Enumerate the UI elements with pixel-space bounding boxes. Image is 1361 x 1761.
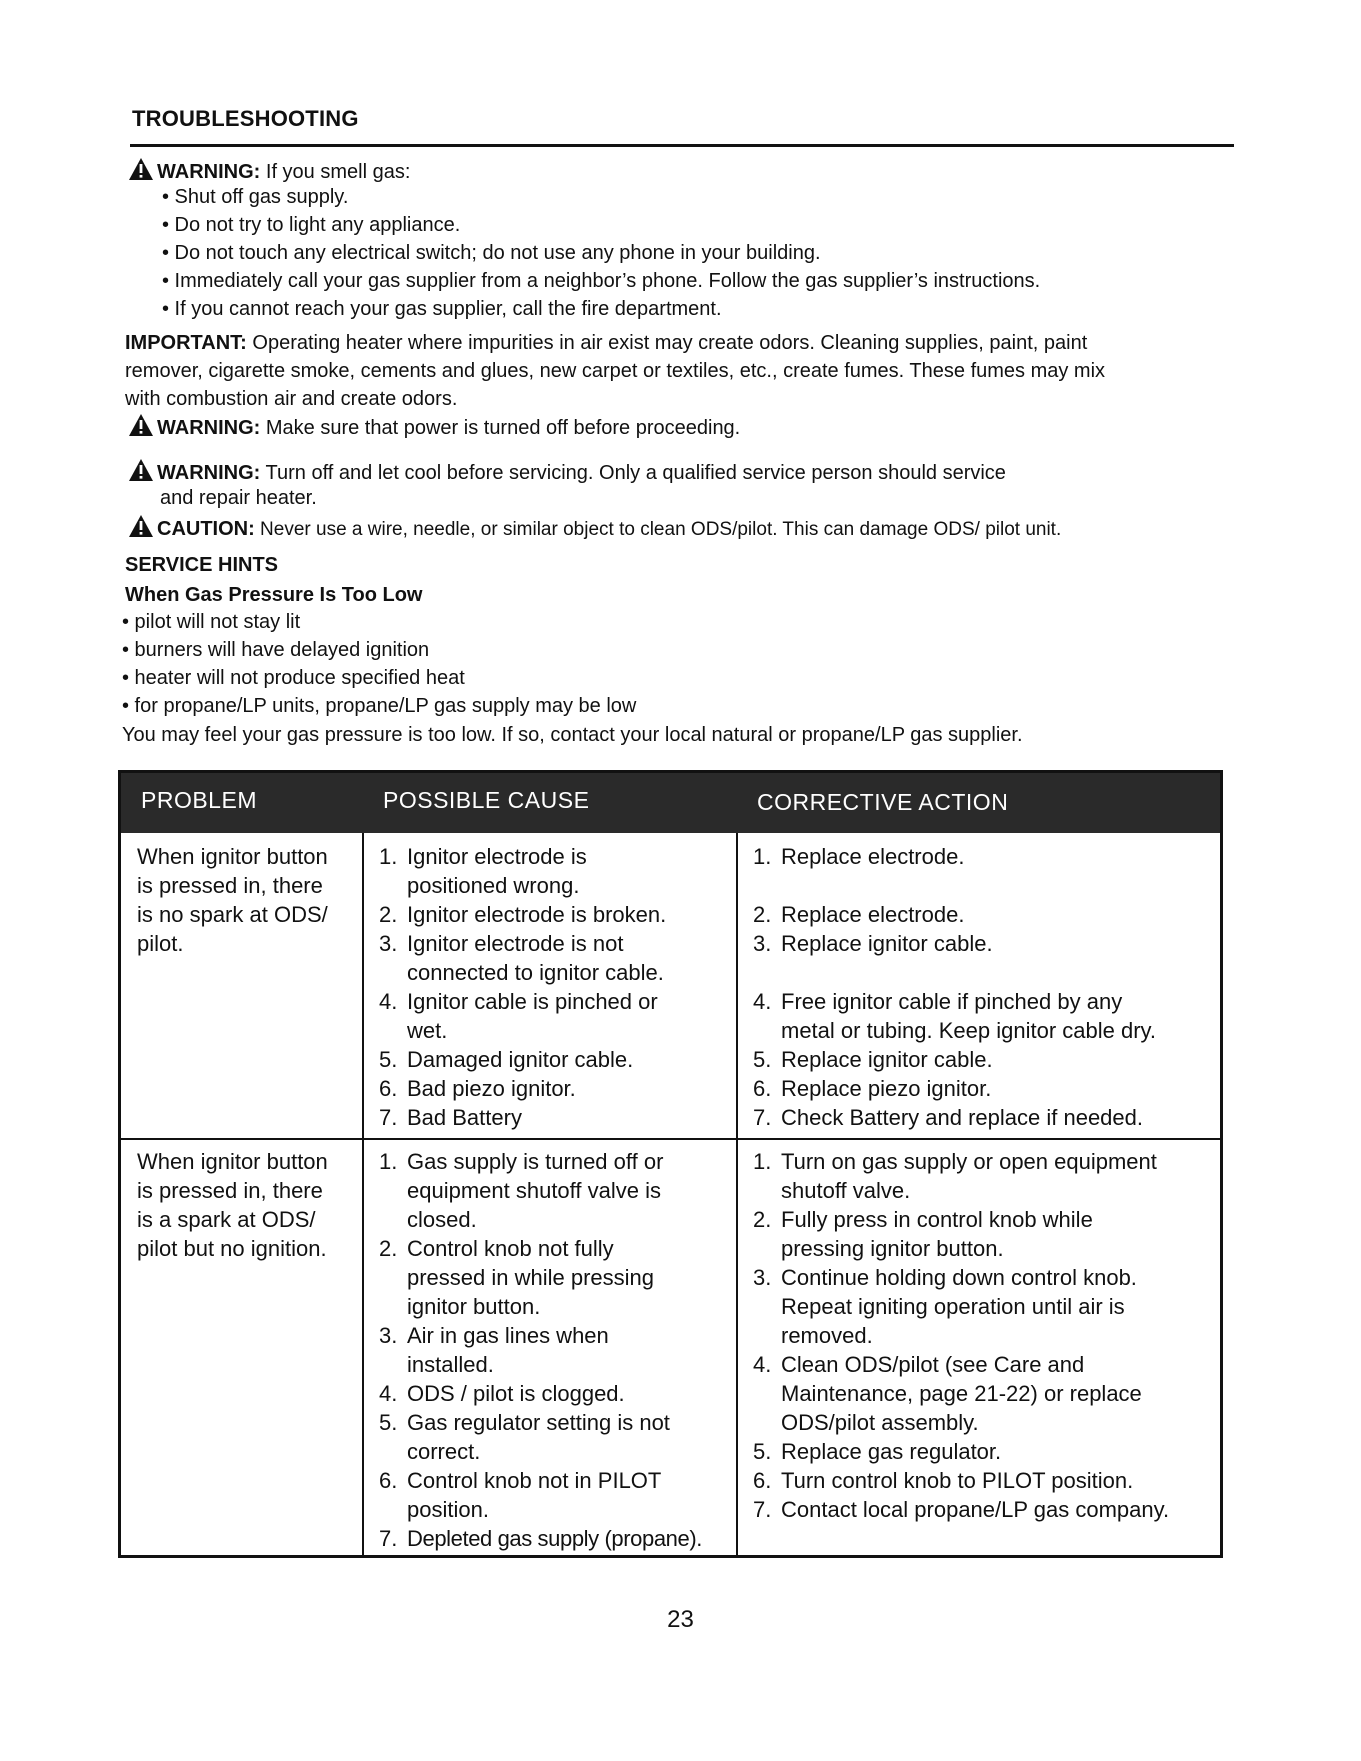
- item-number: 2.: [753, 1207, 772, 1232]
- action-item: [753, 1103, 1218, 1132]
- cause-item: [379, 1045, 735, 1074]
- cause-item: [379, 1103, 735, 1132]
- action-line: Turn control knob to PILOT position.: [781, 1468, 1134, 1493]
- problem-line: pilot but no ignition.: [137, 1236, 327, 1261]
- warning-bullet: • If you cannot reach your gas supplier, call the fire department.: [162, 298, 722, 320]
- action-line: Contact local propane/LP gas company.: [781, 1497, 1170, 1522]
- spacer: [753, 871, 1218, 900]
- service-hints-title: SERVICE HINTS: [125, 554, 278, 576]
- item-number: 1.: [753, 844, 772, 869]
- action-item: [753, 987, 1218, 1045]
- item-number: 4.: [379, 1381, 398, 1406]
- action-line: Clean ODS/pilot (see Care and: [781, 1352, 1085, 1377]
- page-number: 23: [667, 1606, 694, 1633]
- important-note: [125, 330, 1087, 356]
- item-number: 6.: [753, 1468, 772, 1493]
- cause-line: connected to ignitor cable.: [407, 960, 664, 985]
- action-line: removed.: [781, 1323, 873, 1348]
- action-line: Replace piezo ignitor.: [781, 1076, 992, 1101]
- item-number: 4.: [753, 989, 772, 1014]
- cause-line: Bad piezo ignitor.: [407, 1076, 576, 1101]
- problem-cell: [137, 1147, 359, 1263]
- problem-line: When ignitor button: [137, 1149, 328, 1174]
- problem-cell: [137, 842, 359, 958]
- cause-item: [379, 900, 735, 929]
- cause-line: ignitor button.: [407, 1294, 541, 1319]
- cause-item: [379, 929, 735, 987]
- cause-line: Ignitor electrode is: [407, 844, 587, 869]
- hint-bullet: • burners will have delayed ignition: [122, 639, 430, 661]
- important-text: remover, cigarette smoke, cements and glues, new carpet or textiles, etc., create fumes. These fumes may mix: [125, 360, 1106, 382]
- warning-bullet: • Immediately call your gas supplier from a neighbor’s phone. Follow the gas supplier’s instructions.: [162, 270, 1041, 292]
- cause-line: Damaged ignitor cable.: [407, 1047, 634, 1072]
- important-text: with combustion air and create odors.: [125, 388, 458, 410]
- column-divider: [362, 833, 364, 1558]
- header-problem: PROBLEM: [141, 787, 257, 813]
- item-number: 7.: [379, 1105, 398, 1130]
- item-number: 5.: [379, 1410, 398, 1435]
- cause-item: [379, 1074, 735, 1103]
- cause-item: [379, 1466, 735, 1524]
- action-line: Replace gas regulator.: [781, 1439, 1002, 1464]
- cause-line: equipment shutoff valve is: [407, 1178, 661, 1203]
- warning-triangle-icon: [128, 157, 154, 181]
- cause-line: ODS / pilot is clogged.: [407, 1381, 625, 1406]
- cause-item: [379, 842, 735, 900]
- cause-line: Control knob not in PILOT: [407, 1468, 662, 1493]
- section-title: TROUBLESHOOTING: [132, 106, 359, 131]
- item-number: 5.: [753, 1439, 772, 1464]
- warning-bullet: • Do not try to light any appliance.: [162, 214, 461, 236]
- problem-line: is pressed in, there: [137, 1178, 323, 1203]
- item-number: 4.: [379, 989, 398, 1014]
- spacer: [753, 958, 1218, 987]
- header-corrective-action: CORRECTIVE ACTION: [757, 789, 1009, 815]
- item-number: 2.: [379, 902, 398, 927]
- row-divider: [121, 1138, 1220, 1140]
- cause-line: position.: [407, 1497, 489, 1522]
- caution-text: Never use a wire, needle, or similar object to clean ODS/pilot. This can damage ODS/ pilot unit.: [254, 519, 1062, 540]
- column-divider: [736, 833, 738, 1558]
- warning-label: WARNING:: [157, 462, 261, 484]
- item-number: 7.: [753, 1497, 772, 1522]
- action-item: [753, 1074, 1218, 1103]
- action-item: [753, 929, 1218, 958]
- action-line: Check Battery and replace if needed.: [781, 1105, 1144, 1130]
- hint-bullet: • pilot will not stay lit: [122, 611, 301, 633]
- item-number: 2.: [379, 1236, 398, 1261]
- action-line: Free ignitor cable if pinched by any: [781, 989, 1123, 1014]
- cause-item: [379, 1147, 735, 1234]
- item-number: 3.: [379, 931, 398, 956]
- troubleshooting-table: [118, 770, 1223, 1558]
- action-line: Replace electrode.: [781, 844, 965, 869]
- action-line: shutoff valve.: [781, 1178, 911, 1203]
- item-number: 1.: [379, 1149, 398, 1174]
- table-header: [121, 773, 1220, 833]
- caution-note: [128, 514, 1061, 543]
- cause-item: [379, 1321, 735, 1379]
- action-item: [753, 1495, 1218, 1524]
- hint-bullet: • for propane/LP units, propane/LP gas supply may be low: [122, 695, 637, 717]
- item-number: 2.: [753, 902, 772, 927]
- cause-line: correct.: [407, 1439, 481, 1464]
- cause-line: Control knob not fully: [407, 1236, 614, 1261]
- item-number: 3.: [753, 931, 772, 956]
- cause-item: [379, 987, 735, 1045]
- item-number: 1.: [753, 1149, 772, 1174]
- problem-line: is pressed in, there: [137, 873, 323, 898]
- item-number: 7.: [379, 1526, 398, 1551]
- warning-label: WARNING:: [157, 161, 261, 183]
- important-label: IMPORTANT:: [125, 332, 247, 354]
- action-line: Turn on gas supply or open equipment: [781, 1149, 1157, 1174]
- cause-item: [379, 1234, 735, 1321]
- item-number: 5.: [753, 1047, 772, 1072]
- action-item: [753, 900, 1218, 929]
- cause-line: wet.: [407, 1018, 448, 1043]
- cause-item: [379, 1408, 735, 1466]
- item-number: 4.: [753, 1352, 772, 1377]
- item-number: 6.: [753, 1076, 772, 1101]
- header-possible-cause: POSSIBLE CAUSE: [383, 787, 590, 813]
- action-line: Repeat igniting operation until air is: [781, 1294, 1125, 1319]
- title-rule: [130, 144, 1234, 147]
- action-line: metal or tubing. Keep ignitor cable dry.: [781, 1018, 1157, 1043]
- action-line: pressing ignitor button.: [781, 1236, 1004, 1261]
- action-line: Continue holding down control knob.: [781, 1265, 1137, 1290]
- warning-label: WARNING:: [157, 417, 261, 439]
- cause-line: Depleted gas supply (propane).: [407, 1526, 702, 1551]
- action-line: Replace ignitor cable.: [781, 931, 993, 956]
- warning-text: Make sure that power is turned off before proceeding.: [260, 417, 741, 439]
- cause-cell: [379, 1147, 735, 1553]
- warning-bullet: • Shut off gas supply.: [162, 186, 349, 208]
- cause-line: installed.: [407, 1352, 494, 1377]
- problem-line: is no spark at ODS/: [137, 902, 328, 927]
- action-line: Fully press in control knob while: [781, 1207, 1093, 1232]
- warning-smell-gas: [128, 157, 410, 185]
- action-item: [753, 1205, 1218, 1263]
- cause-line: Air in gas lines when: [407, 1323, 609, 1348]
- action-line: Replace electrode.: [781, 902, 965, 927]
- action-item: [753, 842, 1218, 871]
- warning-bullet: • Do not touch any electrical switch; do not use any phone in your building.: [162, 242, 821, 264]
- warning-service: [128, 458, 1006, 486]
- warning-text: If you smell gas:: [260, 161, 411, 183]
- caution-label: CAUTION:: [157, 518, 255, 540]
- warning-triangle-icon: [128, 413, 154, 437]
- cause-line: Bad Battery: [407, 1105, 522, 1130]
- warning-triangle-icon: [128, 458, 154, 482]
- problem-line: pilot.: [137, 931, 184, 956]
- problem-line: is a spark at ODS/: [137, 1207, 316, 1232]
- cause-line: Gas supply is turned off or: [407, 1149, 664, 1174]
- action-line: Replace ignitor cable.: [781, 1047, 993, 1072]
- item-number: 6.: [379, 1076, 398, 1101]
- problem-line: When ignitor button: [137, 844, 328, 869]
- cause-line: Ignitor electrode is broken.: [407, 902, 667, 927]
- item-number: 3.: [379, 1323, 398, 1348]
- important-text: Operating heater where impurities in air exist may create odors. Cleaning supplies, paint, paint: [246, 332, 1088, 354]
- warning-text: and repair heater.: [160, 487, 317, 509]
- action-item: [753, 1263, 1218, 1350]
- cause-line: positioned wrong.: [407, 873, 580, 898]
- action-item: [753, 1147, 1218, 1205]
- action-item: [753, 1437, 1218, 1466]
- action-item: [753, 1466, 1218, 1495]
- item-number: 1.: [379, 844, 398, 869]
- service-hints-subtitle: When Gas Pressure Is Too Low: [125, 584, 423, 606]
- hint-bullet: • heater will not produce specified heat: [122, 667, 465, 689]
- action-item: [753, 1045, 1218, 1074]
- hint-note: You may feel your gas pressure is too low. If so, contact your local natural or propane/LP gas supplier.: [122, 724, 1023, 746]
- item-number: 3.: [753, 1265, 772, 1290]
- cause-cell: [379, 842, 735, 1132]
- warning-text: Turn off and let cool before servicing. Only a qualified service person should service: [260, 462, 1006, 484]
- item-number: 7.: [753, 1105, 772, 1130]
- item-number: 5.: [379, 1047, 398, 1072]
- action-line: Maintenance, page 21-22) or replace: [781, 1381, 1142, 1406]
- warning-power-off: [128, 413, 740, 441]
- cause-item: [379, 1379, 735, 1408]
- warning-triangle-icon: [128, 514, 154, 538]
- action-cell: [753, 1147, 1218, 1524]
- cause-line: pressed in while pressing: [407, 1265, 655, 1290]
- action-line: ODS/pilot assembly.: [781, 1410, 979, 1435]
- cause-line: Ignitor cable is pinched or: [407, 989, 658, 1014]
- cause-line: Gas regulator setting is not: [407, 1410, 670, 1435]
- cause-item: [379, 1524, 735, 1553]
- item-number: 6.: [379, 1468, 398, 1493]
- action-cell: [753, 842, 1218, 1132]
- cause-line: Ignitor electrode is not: [407, 931, 624, 956]
- cause-line: closed.: [407, 1207, 477, 1232]
- action-item: [753, 1350, 1218, 1437]
